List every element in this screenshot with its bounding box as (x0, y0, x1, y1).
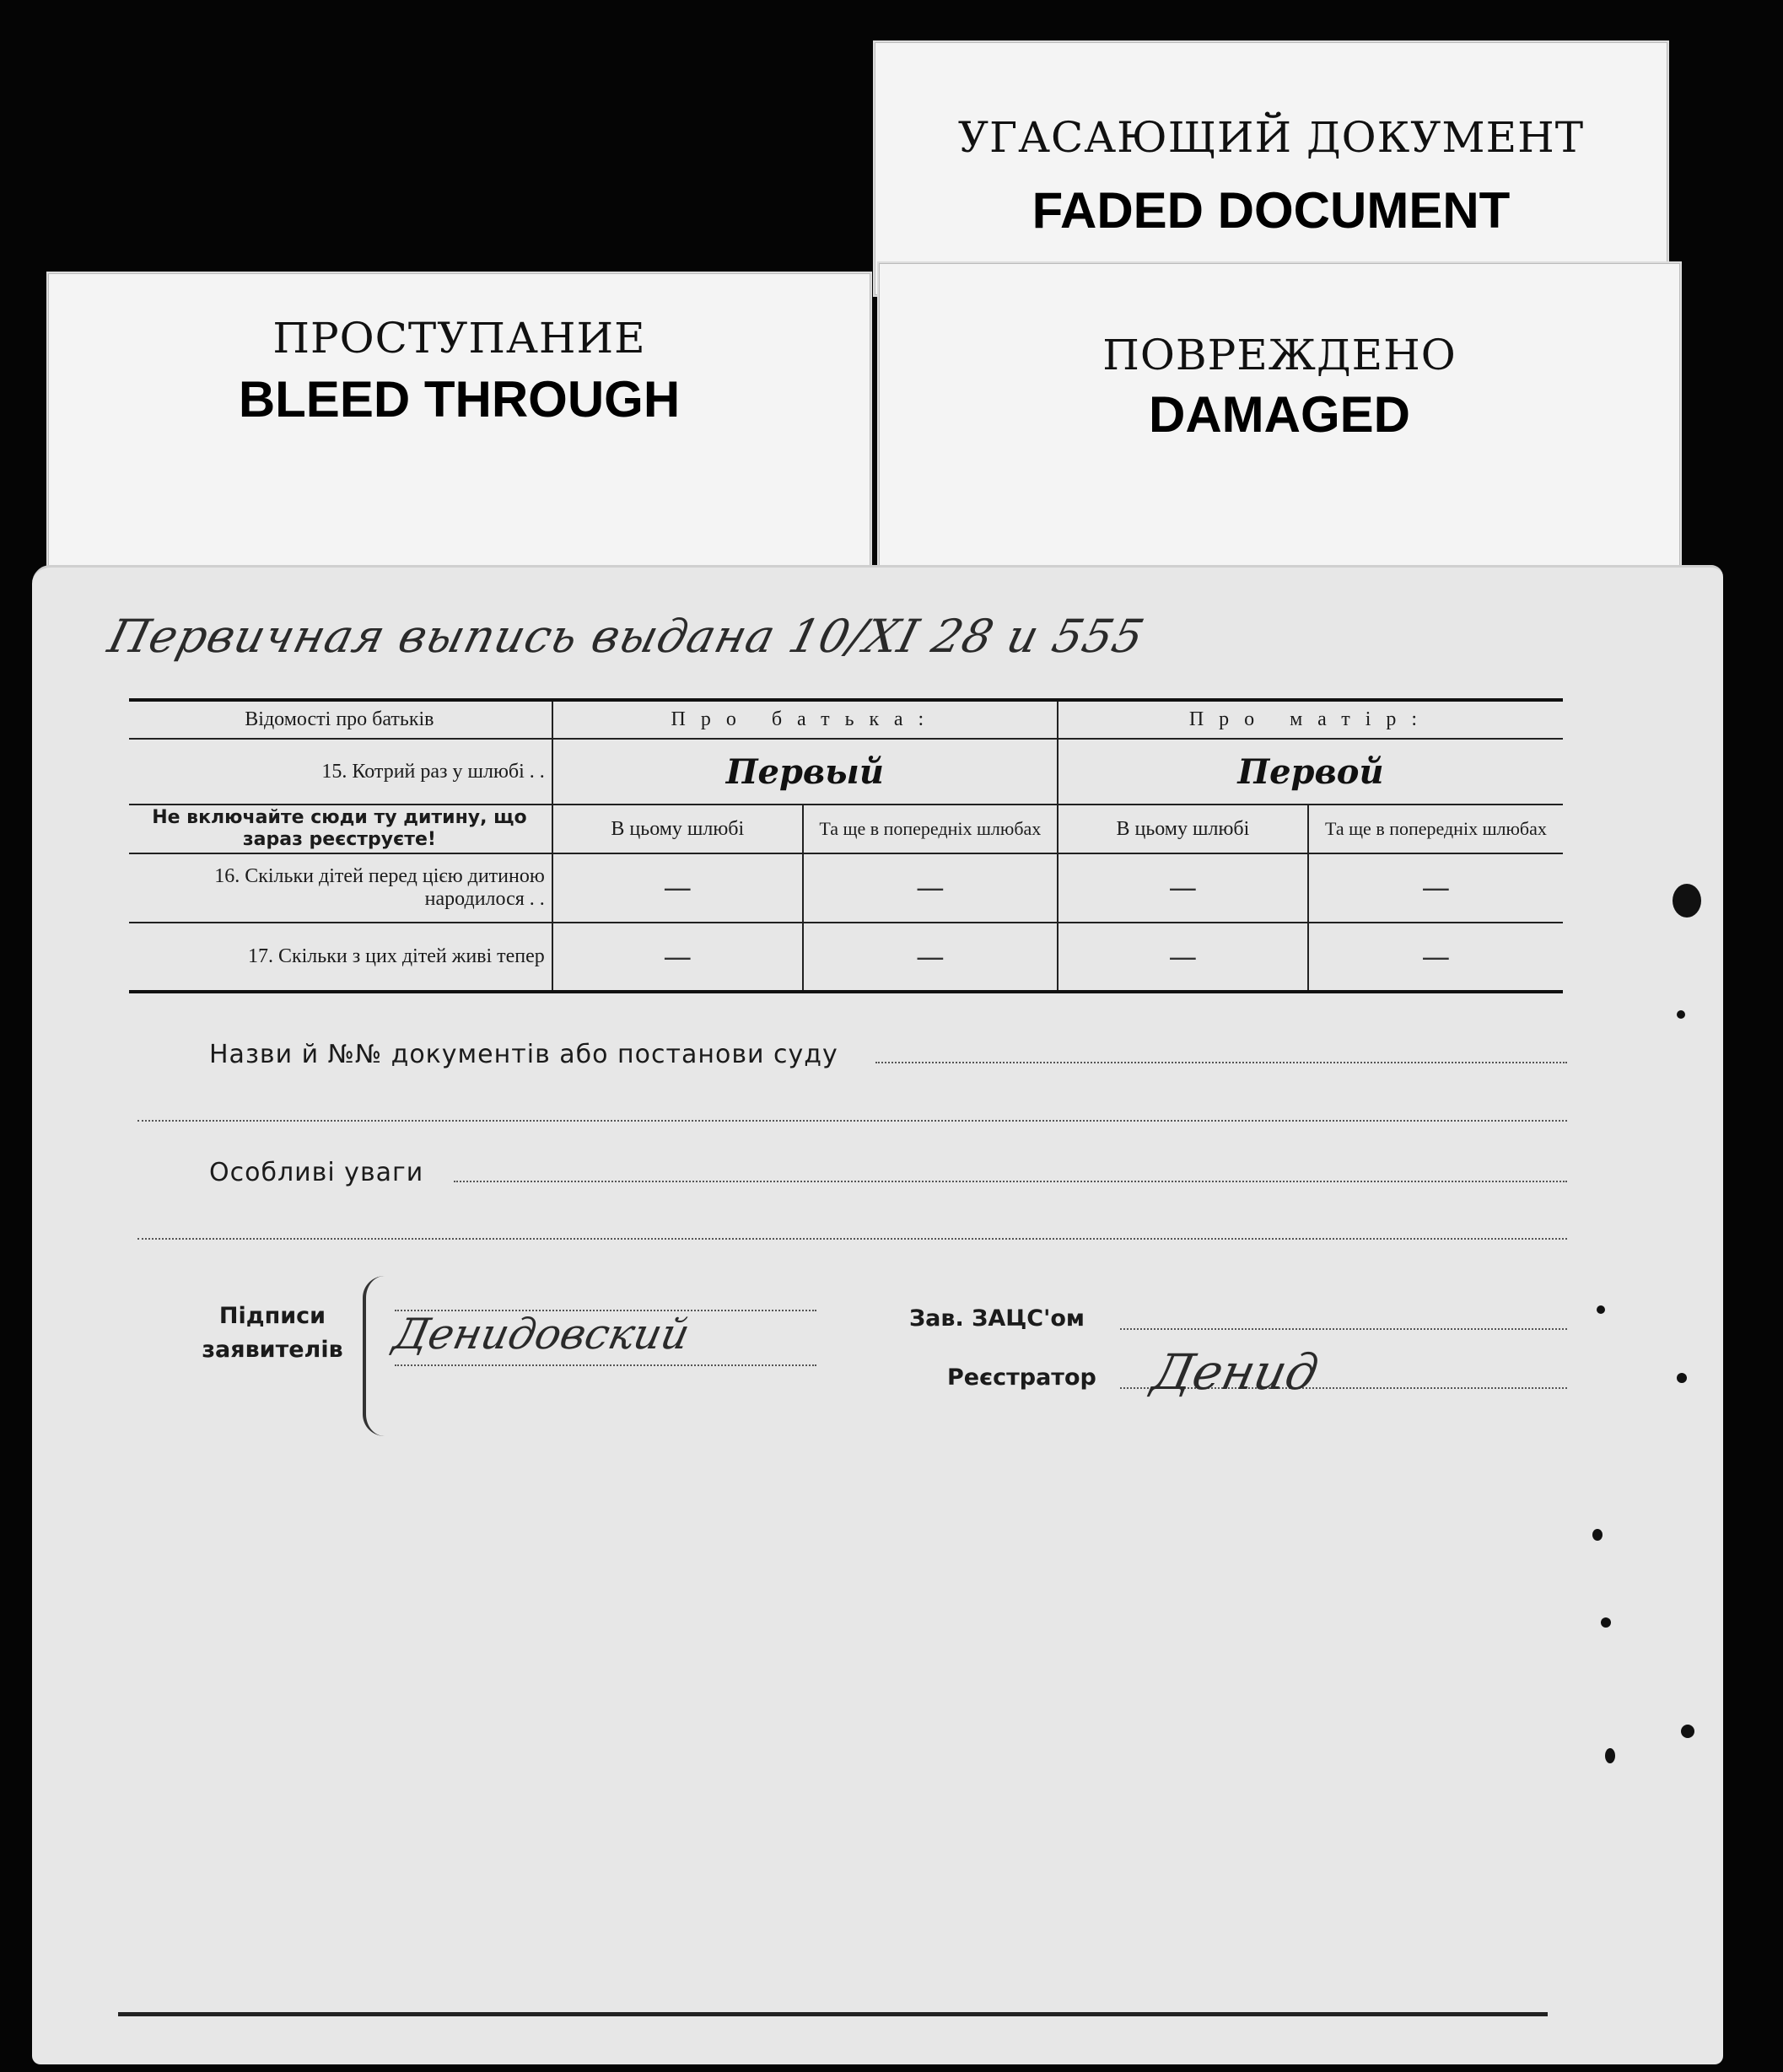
applicant-signature: Денидовский (389, 1310, 694, 1359)
header-mother: Про матір: (1058, 700, 1563, 739)
faded-label-en: FADED DOCUMENT (1032, 182, 1511, 239)
subheader-father-this-marriage: В цьому шлюбі (552, 805, 803, 853)
remarks-label: Особливі уваги (209, 1158, 424, 1187)
header-father: Про батька: (552, 700, 1058, 739)
applicants-label-2: заявителів (202, 1337, 343, 1363)
speck (1681, 1725, 1694, 1738)
header-parents-info: Відомості про батьків (129, 700, 552, 739)
remarks-line-2 (137, 1238, 1567, 1240)
signature-brace (363, 1276, 385, 1436)
table-row-16 (129, 853, 1563, 923)
faded-document-card (873, 40, 1669, 297)
speck (1592, 1529, 1603, 1541)
documents-line-2 (137, 1120, 1567, 1122)
row17-value: — (552, 923, 803, 992)
row17-value: — (1308, 923, 1563, 992)
documents-label: Назви й №№ документів або постанови суду (209, 1040, 838, 1069)
table-header-row (129, 700, 1563, 739)
row15-father-value: Первый (552, 739, 1058, 805)
registrar-label: Реєстратор (947, 1364, 1096, 1391)
speck (1605, 1748, 1615, 1763)
damaged-label-en: DAMAGED (1149, 386, 1410, 443)
applicants-label-1: Підписи (218, 1303, 326, 1329)
row17-value: — (803, 923, 1058, 992)
remarks-line (454, 1181, 1567, 1182)
documents-line (875, 1062, 1567, 1063)
row17-value: — (1058, 923, 1308, 992)
bleed-label-en: BLEED THROUGH (238, 371, 681, 428)
speck (1677, 1010, 1685, 1019)
speck (1597, 1305, 1605, 1314)
punch-hole (1673, 884, 1701, 918)
row16-label: 16. Скільки дітей перед цією дитиною народилося . . (129, 853, 552, 923)
row15-mother-value: Первой (1058, 739, 1563, 805)
subheader-note: Не включайте сюди ту дитину, що зараз реєструєте! (129, 805, 552, 853)
subheader-mother-this-marriage: В цьому шлюбі (1058, 805, 1308, 853)
bleed-through-card (46, 272, 872, 612)
faded-label-ru: УГАСАЮЩИЙ ДОКУМЕНТ (957, 113, 1585, 162)
damaged-card (877, 261, 1682, 611)
head-of-registry-label: Зав. ЗАЦС'ом (909, 1305, 1085, 1332)
parents-info-table (129, 698, 1563, 993)
subheader-mother-previous: Та ще в попередніх шлюбах (1308, 805, 1563, 853)
subheader-father-previous: Та ще в попередніх шлюбах (803, 805, 1058, 853)
row17-label: 17. Скільки з цих дітей живі тепер (129, 923, 552, 992)
row16-value: — (803, 853, 1058, 923)
speck (1677, 1373, 1687, 1383)
head-sig-line (1120, 1328, 1567, 1330)
row16-value: — (1308, 853, 1563, 923)
applicant-sig-line-2 (395, 1364, 816, 1366)
bleed-label-ru: ПРОСТУПАНИЕ (272, 314, 646, 363)
registration-form-sheet (32, 565, 1723, 2064)
registrar-signature: Денид (1147, 1343, 1324, 1401)
row16-value: — (1058, 853, 1308, 923)
damaged-label-ru: ПОВРЕЖДЕНО (1102, 331, 1457, 379)
table-row-17 (129, 923, 1563, 992)
row16-value: — (552, 853, 803, 923)
speck (1601, 1617, 1611, 1628)
bottom-rule (118, 2012, 1548, 2016)
row15-label: 15. Котрий раз у шлюбі . . (129, 739, 552, 805)
table-subheader-row (129, 805, 1563, 853)
table-row-15 (129, 739, 1563, 805)
handwritten-header-note: Первичная выпись выдана 10/XI 28 и 555 (103, 610, 1150, 663)
